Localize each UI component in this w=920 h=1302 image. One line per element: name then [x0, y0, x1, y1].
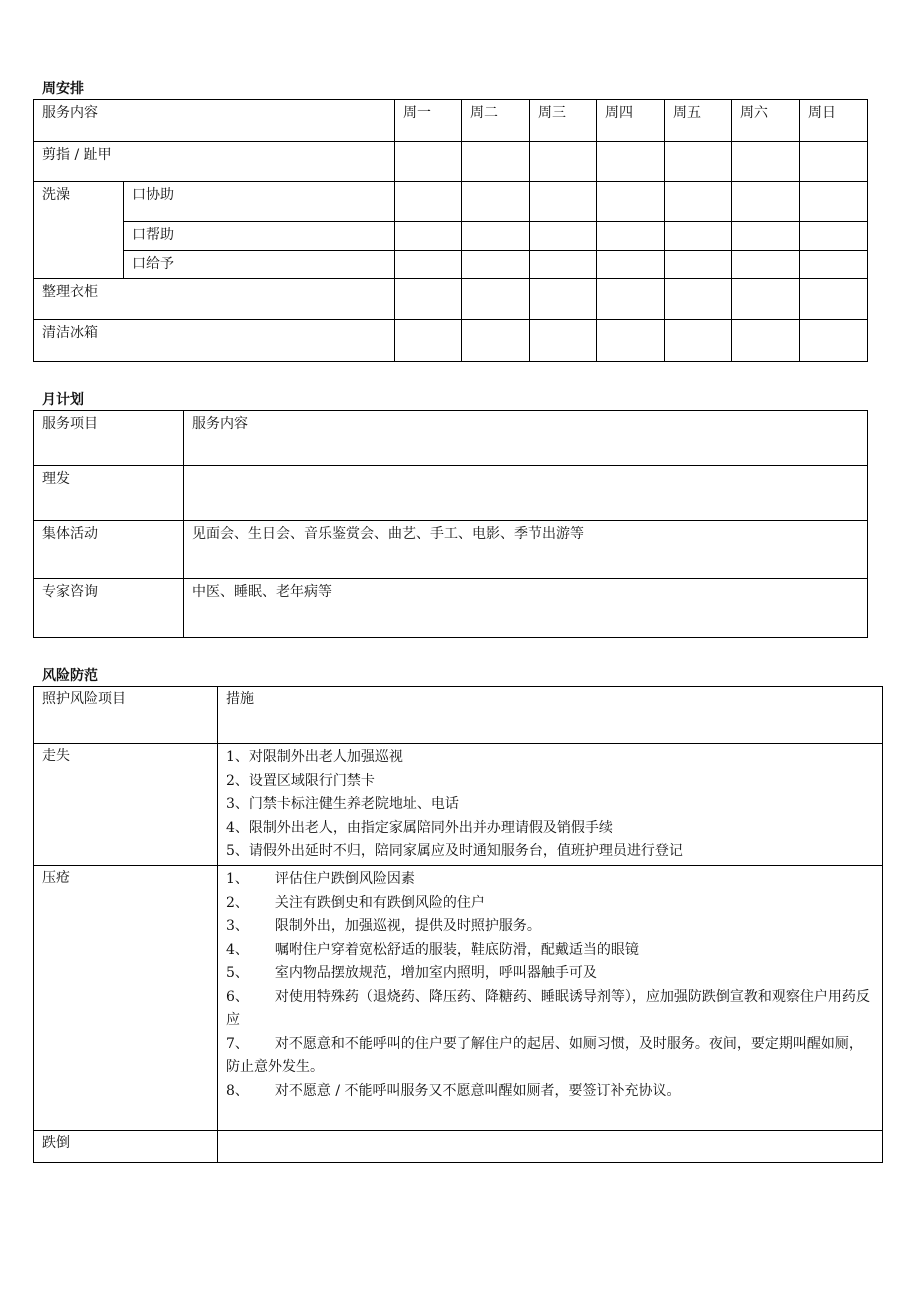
monthly-content-group-activity: 见面会、生日会、音乐鉴赏会、曲艺、手工、电影、季节出游等 [184, 521, 868, 579]
measure-text: 评估住户跌倒风险因素 [274, 871, 415, 887]
measure-line [226, 986, 874, 1033]
weekly-cell [530, 182, 597, 222]
weekly-row-wardrobe [34, 279, 868, 320]
day-sat: 周六 [732, 100, 800, 142]
weekly-cell [462, 222, 530, 251]
row-label-fridge: 清洁冰箱 [34, 320, 395, 362]
monthly-header-content: 服务内容 [184, 411, 868, 466]
risk-table [33, 686, 883, 1163]
weekly-row-fridge [34, 320, 868, 362]
measure-text: 对不愿意和不能呼叫的住户要了解住户的起居、如厕习惯，及时服务。夜间，要定期叫醒如厕，防止意外发生。 [226, 1035, 863, 1075]
day-sun: 周日 [800, 100, 868, 142]
risk-row-fall [34, 1131, 883, 1163]
weekly-cell [732, 142, 800, 182]
weekly-cell [462, 182, 530, 222]
weekly-cell [530, 251, 597, 279]
monthly-content-haircut [184, 466, 868, 521]
measure-number: 4、 [226, 941, 249, 958]
risk-row-wander [34, 744, 883, 866]
monthly-header-item: 服务项目 [34, 411, 184, 466]
risk-measures-pressure [218, 866, 883, 1131]
measure-number: 1、 [226, 871, 249, 887]
weekly-cell [732, 251, 800, 279]
weekly-cell [395, 279, 462, 320]
monthly-row [34, 579, 868, 638]
weekly-cell [732, 222, 800, 251]
weekly-header-row [34, 100, 868, 142]
weekly-row-bath-help [34, 222, 868, 251]
weekly-cell [597, 251, 665, 279]
day-fri: 周五 [665, 100, 732, 142]
weekly-cell [732, 320, 800, 362]
weekly-cell [732, 182, 800, 222]
row-label-nails: 剪指 / 趾甲 [34, 142, 395, 182]
weekly-cell [395, 222, 462, 251]
weekly-cell [462, 142, 530, 182]
measure-line [226, 962, 874, 986]
measure-number: 2、 [226, 894, 249, 911]
monthly-table [33, 410, 868, 638]
risk-item-fall: 跌倒 [34, 1131, 218, 1163]
risk-item-pressure: 压疮 [34, 866, 218, 1131]
day-wed: 周三 [530, 100, 597, 142]
bath-option-help: 口帮助 [124, 222, 395, 251]
monthly-item-haircut: 理发 [34, 466, 184, 521]
weekly-row-nails [34, 142, 868, 182]
weekly-cell [462, 251, 530, 279]
measure-line: 4、限制外出老人，由指定家属陪同外出并办理请假及销假手续 [226, 819, 613, 836]
weekly-cell [665, 279, 732, 320]
row-label-wardrobe: 整理衣柜 [34, 279, 395, 320]
weekly-header-content: 服务内容 [34, 100, 395, 142]
risk-measures-wander [218, 744, 883, 866]
monthly-item-expert: 专家咨询 [34, 579, 184, 638]
weekly-cell [800, 182, 868, 222]
weekly-cell [800, 222, 868, 251]
weekly-cell [530, 320, 597, 362]
weekly-cell [665, 320, 732, 362]
weekly-cell [597, 279, 665, 320]
day-tue: 周二 [462, 100, 530, 142]
risk-item-wander: 走失 [34, 744, 218, 866]
weekly-cell [800, 251, 868, 279]
monthly-row [34, 466, 868, 521]
weekly-cell [462, 320, 530, 362]
weekly-cell [665, 142, 732, 182]
measure-text: 嘱咐住户穿着宽松舒适的服装，鞋底防滑，配戴适当的眼镜 [274, 941, 639, 958]
measure-line [226, 892, 874, 916]
measure-line: 5、请假外出延时不归，陪同家属应及时通知服务台，值班护理员进行登记 [226, 843, 683, 859]
weekly-cell [395, 320, 462, 362]
measure-text: 限制外出，加强巡视，提供及时照护服务。 [274, 918, 541, 934]
weekly-cell [530, 279, 597, 320]
measure-number: 7、 [226, 1035, 249, 1052]
weekly-cell [665, 251, 732, 279]
weekly-cell [395, 142, 462, 182]
measure-number: 8、 [226, 1082, 249, 1099]
weekly-cell [732, 279, 800, 320]
measure-text: 室内物品摆放规范，增加室内照明，呼叫器触手可及 [274, 965, 597, 981]
weekly-cell [665, 182, 732, 222]
weekly-cell [800, 142, 868, 182]
measure-line [226, 915, 874, 939]
monthly-title: 月计划 [42, 392, 84, 408]
weekly-cell [800, 320, 868, 362]
risk-header-item: 照护风险项目 [34, 687, 218, 744]
weekly-row-bath-give [34, 251, 868, 279]
weekly-cell [597, 320, 665, 362]
weekly-cell [597, 222, 665, 251]
weekly-cell [462, 279, 530, 320]
risk-header-row [34, 687, 883, 744]
monthly-item-group-activity: 集体活动 [34, 521, 184, 579]
measure-line: 1、对限制外出老人加强巡视 [226, 749, 403, 765]
bath-option-give: 口给予 [124, 251, 395, 279]
day-mon: 周一 [395, 100, 462, 142]
measure-line [226, 1080, 874, 1104]
monthly-row [34, 521, 868, 579]
bath-option-assist: 口协助 [124, 182, 395, 222]
risk-title: 风险防范 [42, 668, 98, 684]
monthly-content-expert: 中医、睡眠、老年病等 [184, 579, 868, 638]
weekly-cell [530, 222, 597, 251]
risk-measures-fall [218, 1131, 883, 1163]
risk-row-pressure [34, 866, 883, 1131]
weekly-cell [665, 222, 732, 251]
row-label-bath: 洗澡 [34, 182, 124, 279]
measure-line [226, 939, 874, 963]
measure-text: 对不愿意 / 不能呼叫服务又不愿意叫醒如厕者，要签订补充协议。 [274, 1082, 681, 1099]
measure-text: 对使用特殊药（退烧药、降压药、降糖药、睡眠诱导剂等），应加强防跌倒宣教和观察住户用药反应 [226, 988, 870, 1028]
measure-line: 2、设置区域限行门禁卡 [226, 772, 375, 789]
weekly-row-bath-assist [34, 182, 868, 222]
weekly-table [33, 99, 868, 362]
day-thu: 周四 [597, 100, 665, 142]
measure-text: 关注有跌倒史和有跌倒风险的住户 [274, 894, 485, 911]
weekly-cell [395, 182, 462, 222]
monthly-header-row [34, 411, 868, 466]
weekly-title: 周安排 [42, 81, 84, 97]
weekly-cell [800, 279, 868, 320]
measure-number: 3、 [226, 918, 249, 934]
measure-line: 3、门禁卡标注健生养老院地址、电话 [226, 796, 459, 812]
weekly-cell [597, 182, 665, 222]
measure-line [226, 868, 874, 892]
weekly-cell [597, 142, 665, 182]
weekly-cell [395, 251, 462, 279]
measure-line [226, 1033, 874, 1080]
measure-number: 6、 [226, 988, 249, 1005]
weekly-cell [530, 142, 597, 182]
risk-header-measures: 措施 [218, 687, 883, 744]
measure-number: 5、 [226, 965, 249, 981]
